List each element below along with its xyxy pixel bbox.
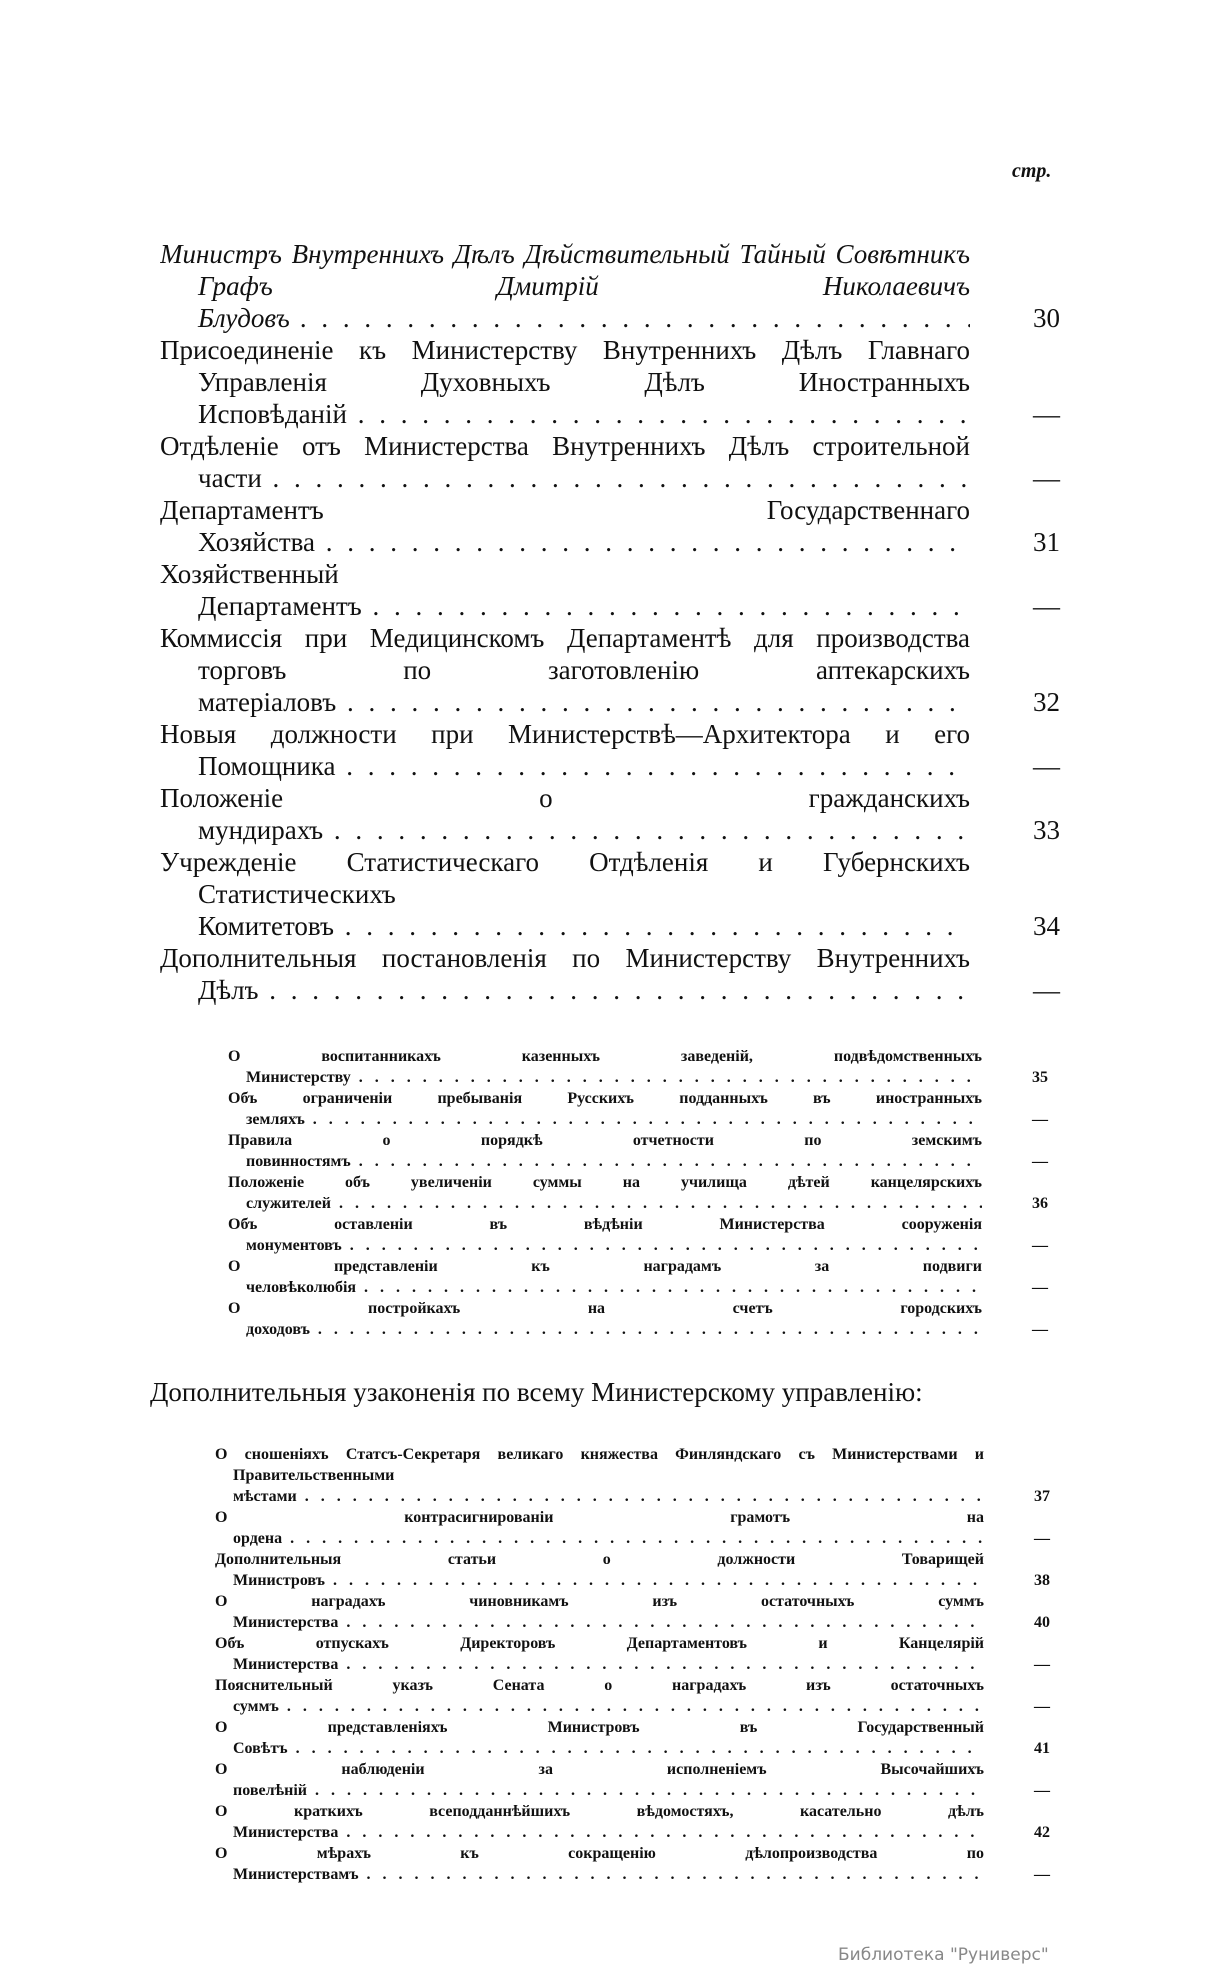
toc-entry-title <box>215 1444 984 1507</box>
toc-entry-page: — <box>1034 1782 1050 1799</box>
toc-entry-text: О сношеніяхъ Статсъ-Секретаря великаго княжества Финляндскаго съ Министерствами и Правительственными мѣстами . . . <box>215 1446 984 1505</box>
toc-entry-title <box>160 238 970 334</box>
toc-entry-text: О мѣрахъ къ сокращенію дѣлопроизводства по Министерствамъ . . . <box>215 1845 984 1883</box>
toc-entry-text: О представленіяхъ Министровъ въ Государственный Совѣтъ . . . <box>215 1719 984 1757</box>
toc-entry-title <box>215 1759 984 1801</box>
toc-entry <box>215 1507 1050 1549</box>
toc-entry <box>228 1256 1048 1298</box>
toc-entry-text: Пояснительный указъ Сената о наградахъ изъ остаточныхъ суммъ . . . <box>215 1677 984 1715</box>
toc-entry-text: Правила о порядкѣ отчетности по земскимъ повинностямъ . . . <box>228 1132 982 1170</box>
toc-entry-text: Министръ Внутреннихъ Дѣлъ Дѣйствительный Тайный Совѣтникъ Графъ Дмитрій Николаевичъ Блудовъ . . . <box>160 239 970 333</box>
toc-entry-title <box>160 718 970 782</box>
toc-entry <box>215 1801 1050 1843</box>
toc-entry-page: 40 <box>1034 1614 1050 1631</box>
toc-entry-page: — <box>1033 463 1060 493</box>
toc-entry <box>160 238 1060 334</box>
toc-entry <box>228 1046 1048 1088</box>
toc-entry-title <box>215 1507 984 1549</box>
main-contents-list <box>160 238 1060 1006</box>
toc-entry-title <box>160 846 970 942</box>
sub-contents-list-1 <box>228 1046 1048 1340</box>
toc-entry <box>160 558 1060 622</box>
toc-entry-title <box>228 1130 982 1172</box>
toc-entry-title <box>215 1717 984 1759</box>
toc-entry-page: — <box>1033 399 1060 429</box>
section-heading: Дополнительныя узаконенія по всему Министерскому управленію: <box>150 1377 923 1407</box>
toc-entry <box>215 1444 1050 1507</box>
toc-entry-page: — <box>1034 1656 1050 1673</box>
toc-entry <box>160 334 1060 430</box>
toc-entry <box>215 1717 1050 1759</box>
toc-entry <box>160 942 1060 1006</box>
toc-entry-page: 31 <box>1033 527 1060 557</box>
toc-entry-page: — <box>1032 1279 1048 1296</box>
toc-entry-title <box>160 558 970 622</box>
toc-entry <box>160 430 1060 494</box>
toc-entry <box>215 1549 1050 1591</box>
toc-entry <box>160 782 1060 846</box>
toc-entry-page: — <box>1033 591 1060 621</box>
toc-entry-text: Положеніе о гражданскихъ мундирахъ . . . <box>160 783 970 845</box>
toc-entry-text: Присоединеніе къ Министерству Внутреннихъ Дѣлъ Главнаго Управленія Духовныхъ Дѣлъ Иностранныхъ Исповѣданій . . . <box>160 335 970 429</box>
toc-entry <box>160 494 1060 558</box>
toc-entry-text: Отдѣленіе отъ Министерства Внутреннихъ Дѣлъ строительной части . . . <box>160 431 970 493</box>
toc-entry-text: Объ отпускахъ Директоровъ Департаментовъ и Канцелярій Министерства . . . <box>215 1635 984 1673</box>
toc-entry <box>228 1298 1048 1340</box>
toc-entry-text: Дополнительныя статьи о должности Товарищей Министровъ . . . <box>215 1551 984 1589</box>
toc-entry-page: — <box>1033 975 1060 1005</box>
toc-entry-page: 30 <box>1033 303 1060 333</box>
toc-entry <box>215 1675 1050 1717</box>
toc-entry-title <box>160 942 970 1006</box>
toc-entry-page: 34 <box>1033 911 1060 941</box>
toc-entry <box>215 1759 1050 1801</box>
toc-entry-page: — <box>1034 1530 1050 1547</box>
toc-entry-text: Новыя должности при Министерствѣ—Архитектора и его Помощника . . . <box>160 719 970 781</box>
sub-contents-list-2 <box>215 1444 1050 1885</box>
toc-entry-page: 33 <box>1033 815 1060 845</box>
toc-entry-text: Департаментъ Государственнаго Хозяйства . . . <box>160 495 970 557</box>
toc-entry-page: — <box>1032 1153 1048 1170</box>
toc-entry <box>160 718 1060 782</box>
toc-entry-title <box>228 1256 982 1298</box>
toc-entry <box>228 1088 1048 1130</box>
toc-entry-text: Объ ограниченіи пребыванія Русскихъ подданныхъ въ иностранныхъ земляхъ . . . <box>228 1090 982 1128</box>
toc-entry-page: — <box>1034 1698 1050 1715</box>
toc-entry-text: О контрасигнированіи грамотъ на ордена . . . <box>215 1509 984 1547</box>
toc-entry-title <box>228 1298 982 1340</box>
page-column-label: стр. <box>1012 160 1052 182</box>
toc-entry-text: Хозяйственный Департаментъ . . . <box>160 559 970 621</box>
toc-entry-title <box>215 1675 984 1717</box>
toc-entry-title <box>228 1046 982 1088</box>
toc-entry-text: О краткихъ всеподданнѣйшихъ вѣдомостяхъ, касательно дѣлъ Министерства . . . <box>215 1803 984 1841</box>
toc-entry-title <box>215 1633 984 1675</box>
toc-entry <box>228 1130 1048 1172</box>
toc-entry-page: 38 <box>1034 1572 1050 1589</box>
toc-entry-page: 36 <box>1032 1195 1048 1212</box>
toc-entry-title <box>215 1801 984 1843</box>
toc-entry-title <box>215 1591 984 1633</box>
toc-entry <box>160 846 1060 942</box>
toc-entry-title <box>160 782 970 846</box>
toc-entry-title <box>160 494 970 558</box>
toc-entry-page: — <box>1033 751 1060 781</box>
toc-entry-page: 41 <box>1034 1740 1050 1757</box>
toc-entry-title <box>228 1214 982 1256</box>
toc-entry-text: Объ оставленіи въ вѣдѣніи Министерства сооруженія монументовъ . . . <box>228 1216 982 1254</box>
toc-entry-page: — <box>1032 1111 1048 1128</box>
page-body <box>150 238 1060 1965</box>
library-watermark: Библиотека "Руниверс" <box>838 1945 1049 1965</box>
toc-entry-page: 42 <box>1034 1824 1050 1841</box>
toc-entry-text: О представленіи къ наградамъ за подвиги человѣколюбія . . . <box>228 1258 982 1296</box>
toc-entry <box>215 1591 1050 1633</box>
toc-entry-page: — <box>1032 1237 1048 1254</box>
toc-entry-page: 37 <box>1034 1488 1050 1505</box>
toc-entry-title <box>160 622 970 718</box>
toc-entry-title <box>228 1172 982 1214</box>
toc-entry-page: — <box>1034 1866 1050 1883</box>
toc-entry-title <box>160 334 970 430</box>
toc-entry <box>215 1633 1050 1675</box>
toc-entry-text: О постройкахъ на счетъ городскихъ доходовъ . . . <box>228 1300 982 1338</box>
toc-entry-title <box>160 430 970 494</box>
toc-entry-text: О наградахъ чиновникамъ изъ остаточныхъ суммъ Министерства . . . <box>215 1593 984 1631</box>
toc-entry-title <box>228 1088 982 1130</box>
toc-entry-text: О воспитанникахъ казенныхъ заведеній, подвѣдомственныхъ Министерству . . . <box>228 1048 982 1086</box>
toc-entry <box>160 622 1060 718</box>
toc-entry <box>215 1843 1050 1885</box>
toc-entry-text: Дополнительныя постановленія по Министерству Внутреннихъ Дѣлъ . . . <box>160 943 970 1005</box>
toc-entry-page: 35 <box>1032 1069 1048 1086</box>
toc-entry <box>228 1214 1048 1256</box>
toc-entry-title <box>215 1549 984 1591</box>
toc-entry-text: О наблюденіи за исполненіемъ Высочайшихъ повелѣній . . . <box>215 1761 984 1799</box>
toc-entry-text: Коммиссія при Медицинскомъ Департаментѣ для производства торговъ по заготовленію аптекарскихъ матеріаловъ . . . <box>160 623 970 717</box>
toc-entry-page: 32 <box>1033 687 1060 717</box>
toc-entry-text: Учрежденіе Статистическаго Отдѣленія и Губернскихъ Статистическихъ Комитетовъ . . . <box>160 847 970 941</box>
toc-entry-title <box>215 1843 984 1885</box>
toc-entry-page: — <box>1032 1321 1048 1338</box>
toc-entry-text: Положеніе объ увеличеніи суммы на училища дѣтей канцелярскихъ служителей . . . <box>228 1174 982 1212</box>
toc-entry <box>228 1172 1048 1214</box>
